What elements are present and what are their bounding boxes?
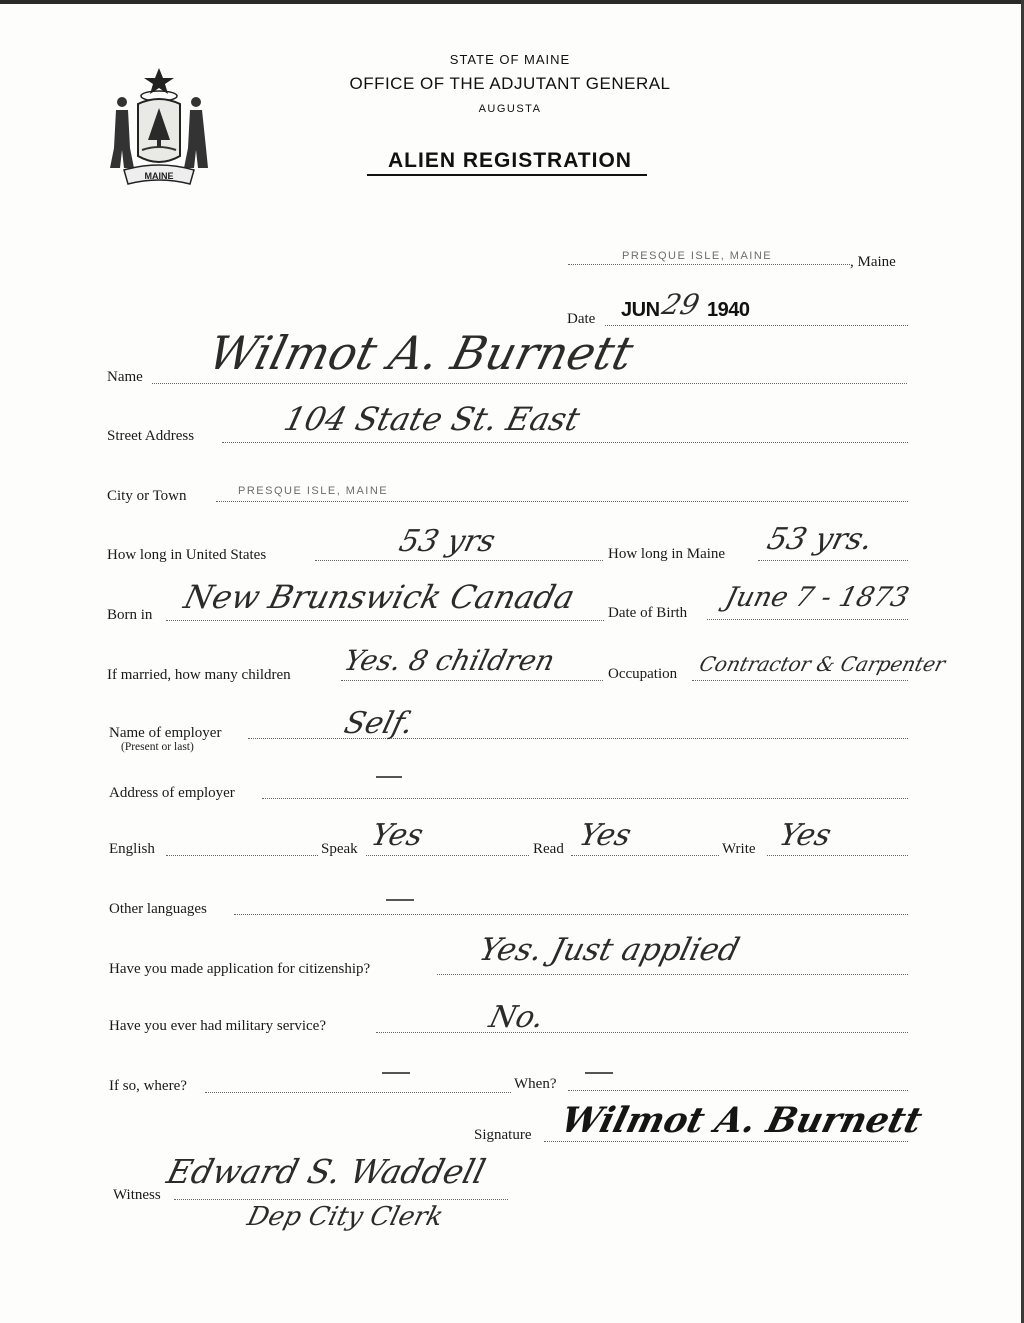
employer-sublabel: (Present or last): [121, 741, 194, 753]
date-label: Date: [567, 311, 596, 327]
witness-value: Edward S. Waddell: [163, 1152, 490, 1191]
when-label: When?: [514, 1076, 557, 1092]
speak-label: Speak: [321, 841, 358, 857]
military-value: No.: [485, 1000, 548, 1035]
read-dots: [571, 855, 719, 856]
date-day-handwritten: 29: [658, 288, 703, 321]
children-value: Yes. 8 children: [340, 644, 559, 677]
employer-address-dots: [262, 798, 908, 799]
occupation-label: Occupation: [608, 666, 678, 682]
english-dots: [166, 855, 318, 856]
citizenship-label: Have you made application for citizenship?: [109, 961, 371, 977]
write-value: Yes: [775, 818, 835, 853]
military-dots: [376, 1032, 908, 1033]
how-long-maine-label: How long in Maine: [608, 546, 726, 562]
where-dots: [205, 1092, 511, 1093]
other-languages-dash: [386, 899, 414, 901]
svg-text:MAINE: MAINE: [144, 171, 174, 181]
date-month-stamp: JUN: [621, 299, 660, 321]
date-of-birth-value: June 7 - 1873: [722, 582, 913, 613]
city-dots: [216, 501, 908, 502]
english-label: English: [109, 841, 155, 857]
how-long-us-dots: [315, 560, 603, 561]
street-label: Street Address: [107, 428, 195, 444]
street-dots: [222, 442, 908, 443]
other-languages-label: Other languages: [109, 901, 207, 917]
speak-dots: [366, 855, 529, 856]
header-office: OFFICE OF THE ADJUTANT GENERAL: [349, 74, 671, 93]
street-value: 104 State St. East: [280, 400, 584, 438]
write-dots: [767, 855, 908, 856]
occupation-dots: [692, 680, 908, 681]
page-edge-top: [0, 0, 1024, 4]
born-in-label: Born in: [107, 607, 153, 623]
form-title: ALIEN REGISTRATION: [388, 149, 632, 172]
how-long-maine-value: 53 yrs.: [763, 522, 877, 557]
name-label: Name: [107, 369, 143, 385]
children-dots: [341, 680, 603, 681]
employer-address-dash: [376, 776, 402, 778]
children-label: If married, how many children: [107, 667, 291, 683]
employer-label: Name of employer: [109, 725, 222, 741]
read-value: Yes: [575, 818, 635, 853]
place-suffix: , Maine: [850, 254, 896, 270]
title-underline: [367, 174, 647, 176]
signature-label: Signature: [474, 1127, 532, 1143]
place-stamp: PRESQUE ISLE, MAINE: [622, 250, 773, 262]
when-dash: [585, 1072, 613, 1074]
how-long-us-label: How long in United States: [107, 547, 267, 563]
signature-dots: [544, 1141, 908, 1142]
how-long-maine-dots: [758, 560, 908, 561]
name-value: Wilmot A. Burnett: [203, 326, 639, 380]
witness-dots: [174, 1199, 508, 1200]
citizenship-dots: [437, 974, 908, 975]
header-state: STATE OF MAINE: [449, 52, 571, 67]
write-label: Write: [722, 841, 756, 857]
other-languages-dots: [234, 914, 908, 915]
occupation-value: Contractor & Carpenter: [697, 652, 948, 676]
employer-address-label: Address of employer: [109, 785, 235, 801]
place-dots: [568, 264, 850, 265]
speak-value: Yes: [367, 818, 427, 853]
city-label: City or Town: [107, 488, 187, 504]
name-dots: [152, 383, 907, 384]
where-label: If so, where?: [109, 1078, 187, 1094]
employer-value: Self.: [340, 706, 417, 741]
born-in-value: New Brunswick Canada: [180, 578, 579, 616]
signature-value: Wilmot A. Burnett: [556, 1100, 927, 1141]
citizenship-value: Yes. Just applied: [475, 932, 744, 968]
date-year-stamp: 1940: [707, 299, 750, 321]
date-dots: [605, 325, 908, 326]
date-of-birth-dots: [707, 619, 908, 620]
military-label: Have you ever had military service?: [109, 1018, 326, 1034]
how-long-us-value: 53 yrs: [395, 524, 499, 559]
read-label: Read: [533, 841, 564, 857]
witness-title: Dep City Clerk: [244, 1202, 447, 1232]
city-stamp: PRESQUE ISLE, MAINE: [238, 485, 389, 497]
born-in-dots: [166, 620, 604, 621]
when-dots: [568, 1090, 908, 1091]
date-of-birth-label: Date of Birth: [608, 605, 688, 621]
witness-label: Witness: [113, 1187, 161, 1203]
state-seal-icon: [104, 64, 214, 192]
where-dash: [382, 1072, 410, 1074]
header-city: AUGUSTA: [478, 103, 542, 115]
